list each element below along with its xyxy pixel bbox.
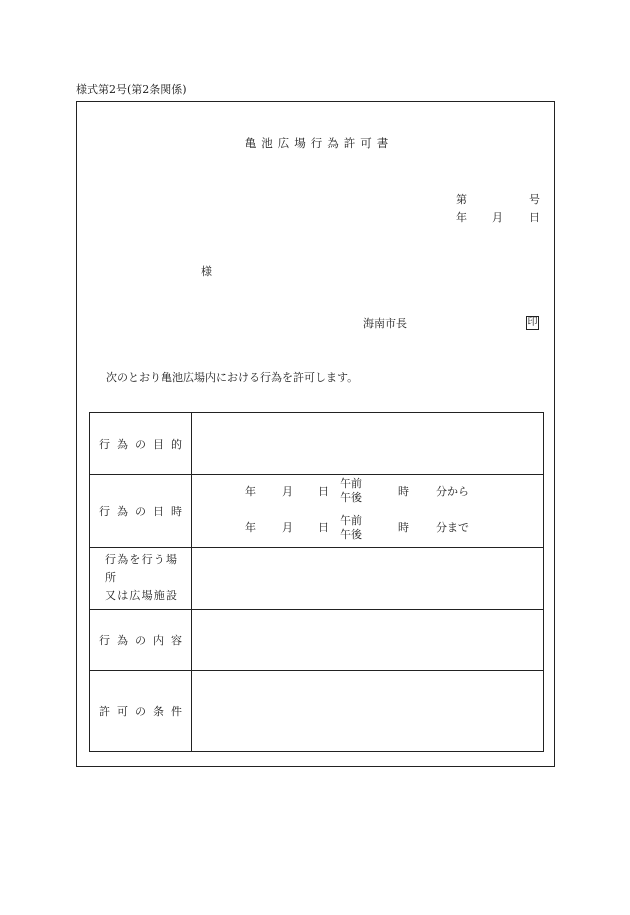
from-ampm <box>340 477 362 505</box>
date-month: 月 <box>492 211 503 224</box>
number-suffix: 号 <box>529 193 540 206</box>
conditions-label-cell <box>90 670 192 752</box>
datetime-label: 行為の日時 <box>99 504 189 518</box>
date-day: 日 <box>529 211 540 224</box>
content-label-cell <box>90 609 192 670</box>
addressee-suffix: 様 <box>201 265 212 278</box>
conditions-label: 許可の条件 <box>99 705 189 718</box>
place-label-line2: 又は広場施設 <box>105 589 177 602</box>
to-month: 月 <box>282 521 293 534</box>
to-day: 日 <box>318 521 329 534</box>
from-am: 午前 <box>340 477 362 490</box>
body-text: 次のとおり亀池広場内における行為を許可します。 <box>106 371 359 384</box>
purpose-label-cell <box>90 413 192 474</box>
to-am: 午前 <box>340 514 362 527</box>
permit-details-table <box>89 412 544 752</box>
issuer-name: 海南市長 <box>363 317 407 330</box>
to-ampm <box>340 514 362 542</box>
from-hour: 時 <box>398 485 409 498</box>
seal-mark: 印 <box>527 317 538 328</box>
form-number-label: 様式第2号(第2条関係) <box>76 83 187 96</box>
from-minute-tail: 分から <box>436 485 469 498</box>
to-year: 年 <box>245 521 256 534</box>
document-title: 亀池広場行為許可書 <box>244 136 394 150</box>
date-year: 年 <box>456 211 467 224</box>
place-label-line1: 行為を行う場所 <box>105 553 177 584</box>
from-year: 年 <box>245 485 256 498</box>
place-label-cell <box>90 547 192 609</box>
to-minute-tail: 分まで <box>436 521 469 534</box>
from-month: 月 <box>282 485 293 498</box>
purpose-label: 行為の目的 <box>99 437 189 451</box>
number-prefix: 第 <box>456 193 467 206</box>
place-label <box>105 551 177 605</box>
to-hour: 時 <box>398 521 409 534</box>
from-pm: 午後 <box>340 491 362 504</box>
from-day: 日 <box>318 485 329 498</box>
content-label: 行為の内容 <box>99 633 189 647</box>
datetime-label-cell <box>90 474 192 547</box>
to-pm: 午後 <box>340 528 362 541</box>
